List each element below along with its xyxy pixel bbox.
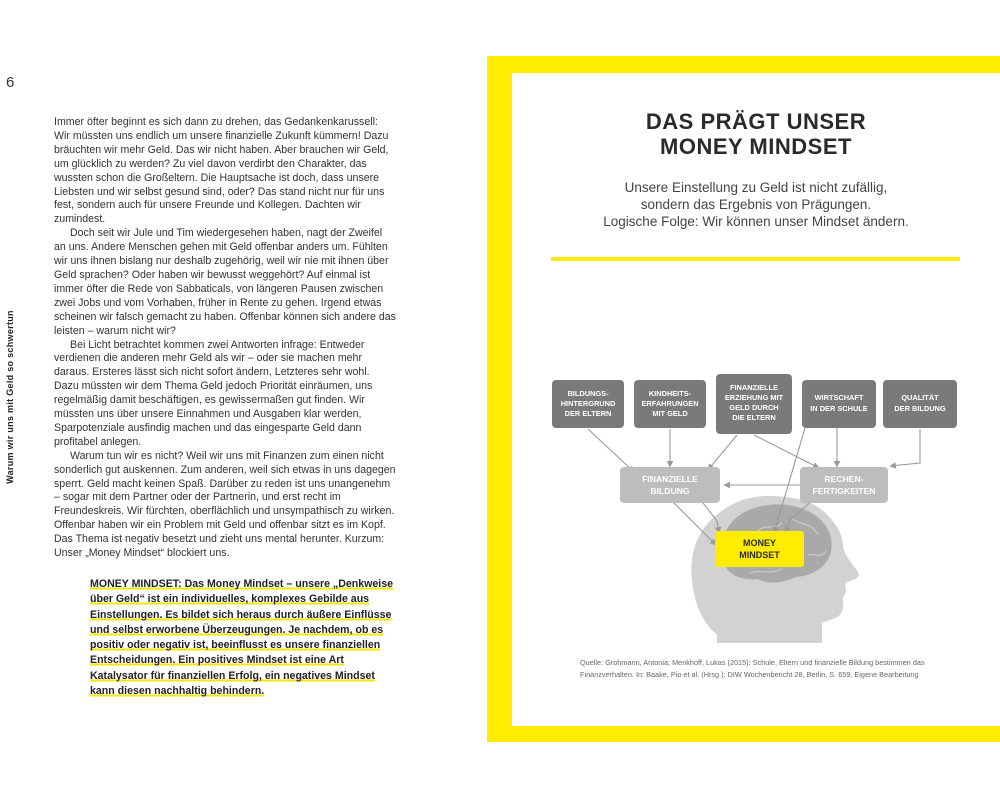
factor-label: FINANZIELLE [729,383,779,392]
infographic-panel [512,73,1000,726]
title-line: DAS PRÄGT UNSER [645,109,867,134]
financial-education-box [620,467,720,503]
mid-box-label: FINANZIELLE [642,474,698,484]
factor-label: ERFAHRUNGEN [641,399,699,408]
factor-box [802,380,876,428]
subtitle-line: Unsere Einstellung zu Geld ist nicht zufällig, [624,180,888,195]
mid-box-label: BILDUNG [650,486,690,496]
definition-text: MONEY MINDSET: Das Money Mindset – unsere „Denkweise über Geld“ ist ein individuelles, komplexes Gebilde aus Einstellungen. Es bildet sich heraus durch äußere Einflüsse und selbst erworbene Überzeugungen. Je nachdem, ob es positiv oder negativ ist, beeinflusst es unsere finanziellen Entscheidungen. Ein positives Mindset ist eine Art Katalysator für finanziellen Erfolg, ein negatives Mindset kann diesen nachhaltig behindern. [90,578,393,698]
money-mindset-box [715,531,804,567]
factor-label: DIE ELTERN [732,413,776,422]
factor-label: WIRTSCHAFT [814,393,864,402]
factor-box [634,380,706,428]
factor-label: MIT GELD [652,409,688,418]
yellow-divider [551,257,960,261]
infographic-subtitle [512,179,1000,230]
factor-label: ERZIEHUNG MIT [724,393,784,402]
factor-boxes [552,374,957,434]
factor-label: GELD DURCH [729,403,779,412]
factor-label: DER BILDUNG [894,404,946,413]
body-paragraph: Immer öfter beginnt es sich dann zu drehen, das Gedankenkarussell: Wir müssten uns endlich um unsere finanzielle Zukunft kümmern! Dazu bräuchten wir mehr Geld. Das wir nicht haben. Aber brauchen wir Geld, um glücklich zu werden? Zu viel davon verdirbt den Charakter, das wussten schon die Großeltern. Die Hauptsache ist doch, dass unsere Liebsten und wir selbst gesund sind, oder? Das stand nicht nur für uns fest, sondern auch für unsere Freunde und Kollegen. Dachten wir zumindest. [54,116,389,226]
mid-box-label: FERTIGKEITEN [812,486,876,496]
body-paragraph: Warum tun wir es nicht? Weil wir uns mit Finanzen zum einen nicht sonderlich gut auskennen. Zum anderen, weil sich etwas in uns dagegen sperrt. Geld macht keinen Spaß. Darüber zu reden ist uns unangenehm – sogar mit dem Partner oder der Partnerin, und erst recht im Freundeskreis. Wir fürchten, oberflächlich und unsympathisch zu wirken. Offenbar haben wir ein Problem mit Geld und offenbar sitzt es im Kopf. Das Thema ist negativ besetzt und zieht uns mental herunter. Kurzum: Unser „Money Mindset“ blockiert uns. [54,449,396,560]
subtitle-line: sondern das Ergebnis von Prägungen. [640,197,872,212]
factor-box [883,380,957,428]
infographic-title [512,109,1000,159]
factor-label: HINTERGRUND [560,399,616,408]
definition-box [90,577,398,699]
running-head: Warum wir uns mit Geld so schwertun [5,310,15,484]
mid-box-label: RECHEN- [824,474,864,484]
factor-label: QUALITÄT [901,393,939,402]
body-paragraph: Bei Licht betrachtet kommen zwei Antworten infrage: Entweder verdienen die anderen mehr Geld als wir – oder sie machen mehr daraus. Ersteres lässt sich nicht sofort ändern, Letzteres sehr wohl. Dazu müssten wir dem Thema Geld jedoch Priorität einräumen, uns regelmäßig damit beschäftigen, es gewissermaßen gut finden. Wir müssten uns über unsere Einnahmen und Ausgaben klar werden, Sparpotenziale ausfindig machen und das eingesparte Geld dann profitabel anlegen. [54,338,373,448]
source-citation [580,657,960,680]
subtitle-line: Logische Folge: Wir können unser Mindset ändern. [603,214,909,229]
source-line: Finanzverhalten. In: Baake, Pio et al. (Hrsg.): DIW Wochenbericht 28, Berlin, S. 659. Eigene Bearbeitung [580,669,919,679]
factor-label: IN DER SCHULE [810,404,868,413]
mindset-diagram [512,273,1000,643]
arithmetic-skills-box [800,467,888,503]
page-number: 6 [6,74,15,91]
factor-box [716,374,792,434]
factor-label: DER ELTERN [564,409,612,418]
body-text [54,116,396,561]
factor-label: KINDHEITS- [648,389,692,398]
title-line: MONEY MINDSET [660,134,852,159]
factor-label: BILDUNGS- [567,389,609,398]
center-label: MONEY [742,538,777,548]
source-line: Quelle: Grohmann, Antonia; Menkhoff, Lukas (2015): Schule, Eltern und finanzielle Bildung bestimmen das [580,658,925,667]
factor-box [552,380,624,428]
body-paragraph: Doch seit wir Jule und Tim wiedergesehen haben, nagt der Zweifel an uns. Andere Menschen gehen mit Geld offenbar anders um. Fühlten wir uns ihnen bislang nur deshalb zugehörig, weil wir nie mit ihnen über Geld sprachen? Oder haben wir bewusst weggehört? Auf einmal ist immer öfter die Rede von Sabbaticals, von längeren Pausen zwischen zwei Jobs und vom Vorhaben, früher in Rente zu gehen. Irgend etwas scheinen wir falsch gemacht zu haben. Offenbar können sich andere das leisten – warum nicht wir? [54,227,396,337]
center-label: MINDSET [739,550,780,560]
